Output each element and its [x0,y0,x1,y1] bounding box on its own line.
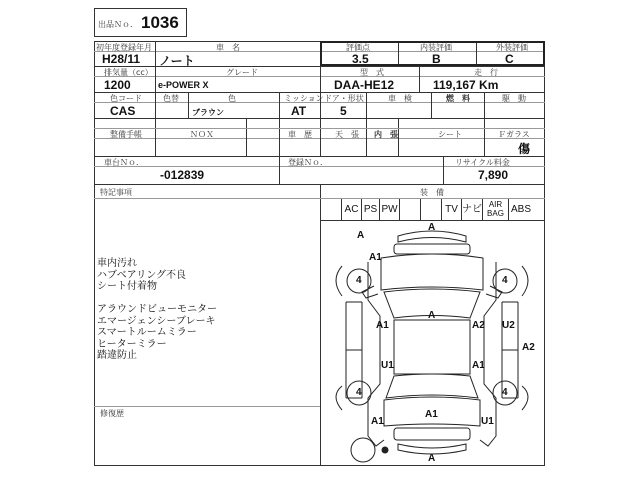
first-reg-label: 初年度登録年月 [96,43,152,52]
first-reg-value: H28/11 [102,52,141,66]
mark-hood-left: A1 [369,252,382,263]
mark-front-bumper: A [428,222,436,233]
mark-rear-left-tire: 4 [356,387,362,398]
equipment-cell: ABS [508,199,533,220]
remark-line: スマートルームミラー [97,327,197,338]
mark-rear-bumper: A [428,453,436,464]
repair-history-label: 修復歴 [100,409,124,418]
chassis-no-label: 車台Ｎｏ． [104,158,144,167]
equipment-label: 装 備 [420,188,444,197]
color-code-value: CAS [110,104,136,118]
mark-rear-left: A1 [371,416,384,427]
history-label: 車 歴 [288,130,312,139]
car-name-label: 車 名 [216,43,240,52]
color-code-label: 色コード [110,94,142,103]
lot-number-label: 出品Ｎｏ． [98,20,138,29]
equipment-cell [420,199,441,220]
remark-line: エマージェンシーブレーキ [97,315,216,327]
transmission-label: ミッション [284,94,324,103]
mark-left-front-door: A1 [376,320,389,331]
maintenance-label: 整備手帳 [110,130,142,139]
displacement-value: 1200 [104,78,131,92]
remarks-label: 特記事項 [100,188,132,197]
remark-line: ヒーターミラー [97,338,167,350]
remark-line: ハブベアリング不良 [97,269,186,281]
score-value: 3.5 [352,52,369,66]
model-label: 型 式 [360,68,384,77]
transmission-value: AT [291,104,307,118]
interior-grade-value: B [432,52,441,66]
recycle-fee-value: 7,890 [478,168,509,182]
drive-label: 駆 動 [502,94,526,103]
mark-right-rear-door: A1 [472,360,485,371]
model-value: DAA-HE12 [334,78,395,92]
car-name-value: ノート [159,54,195,68]
mark-right-front-door: A2 [472,320,485,331]
grade-value: e-POWER X [158,80,209,90]
equipment-cell: TV [441,199,461,220]
equipment-cell: PS [361,199,379,220]
equipment-cell [399,199,420,220]
inspection-label: 車 検 [388,94,412,103]
chassis-no-value: -012839 [160,168,205,182]
remark-line: アラウンドビューモニター [97,304,217,315]
color-type-label: 色替 [163,94,179,103]
nox-label: ＮＯＸ [190,130,214,139]
color-label: 色 [228,94,236,103]
mark-front-right-tire: 4 [502,275,508,286]
car-damage-diagram [321,221,545,466]
mark-front-left-corner: A [357,230,365,241]
interior-label: 内 張 [374,130,398,139]
equipment-cell: AC [341,199,361,220]
glass-value: 傷 [518,142,531,156]
grade-label: グレード [226,68,258,77]
glass-label: Ｆガラス [498,130,530,139]
color-value: ブラウン [192,108,224,117]
seat-label: シート [438,130,462,139]
score-label: 評価点 [346,43,370,52]
fuel-label: 燃 料 [446,94,470,103]
reg-no-label: 登録Ｎｏ． [288,158,328,167]
mark-right-side: A2 [522,342,535,353]
doors-label: ドア・形状 [324,94,364,103]
equipment-cell: ナビ [461,199,482,220]
lot-number-box [94,8,187,37]
mark-roof: A [428,310,436,321]
mark-rear-right-tire: 4 [502,387,508,398]
mark-right-fender: U2 [502,320,515,331]
mileage-value: 119,167 Km [433,78,499,92]
exterior-grade-label: 外装評価 [496,43,528,52]
lot-number: 1036 [141,13,179,32]
mark-front-left-tire: 4 [356,275,362,286]
mark-rear-right: U1 [481,416,494,427]
exterior-grade-value: C [505,52,514,66]
recycle-fee-label: リサイクル料金 [455,158,510,167]
mileage-label: 走 行 [474,68,498,77]
remark-line: シート付着物 [97,281,157,292]
doors-value: 5 [340,104,347,118]
equipment-cell: AIR BAG [482,199,508,220]
mark-trunk: A1 [425,409,438,420]
remark-line: 車内汚れ [97,258,137,269]
mark-left-rear-door: U1 [381,360,394,371]
displacement-label: 排気量（cc） [104,68,153,77]
interior-grade-label: 内装評価 [420,43,452,52]
equipment-cell: PW [379,199,399,220]
remark-line: 踏違防止 [97,350,137,361]
sunroof-label: 天 張 [335,130,359,139]
